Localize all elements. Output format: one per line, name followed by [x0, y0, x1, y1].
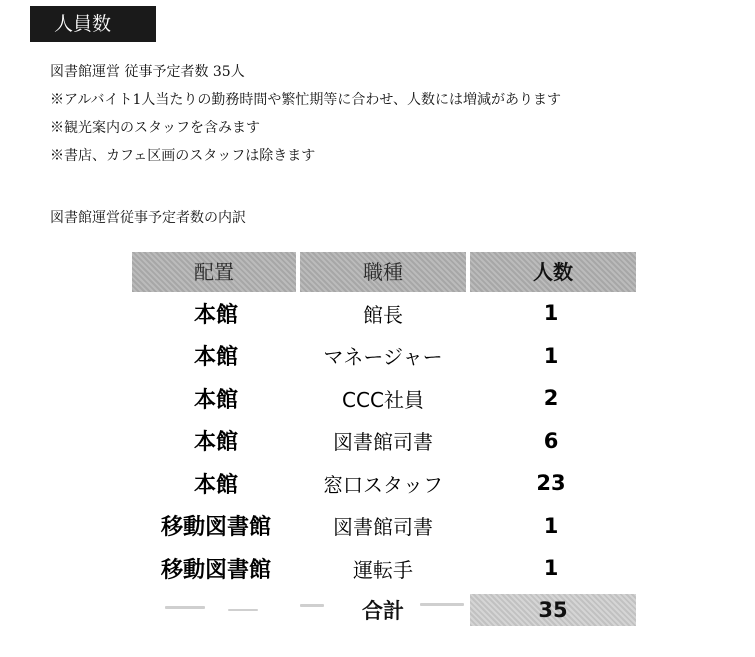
cell-count: 1	[543, 513, 559, 538]
column-header-count: 人数	[470, 252, 636, 292]
cell-count: 1	[543, 343, 559, 368]
staff-table	[132, 252, 636, 630]
notes-block	[50, 58, 561, 170]
cell-count: 2	[543, 386, 559, 411]
table-row	[132, 292, 636, 335]
cell-role: 図書館司書	[333, 430, 433, 455]
table-header-row	[132, 252, 636, 292]
note-line: ※アルバイト1人当たりの勤務時間や繁忙期等に合わせ、人数には増減があります	[50, 92, 561, 108]
table-row	[132, 462, 636, 505]
cell-role: 館長	[363, 302, 403, 327]
cell-location: 本館	[193, 302, 238, 328]
table-row	[132, 420, 636, 463]
total-label: 合計	[362, 598, 404, 623]
cell-count: 23	[536, 471, 566, 496]
cell-location: 本館	[193, 430, 238, 456]
cell-count: 6	[543, 428, 559, 453]
cell-count: 1	[543, 301, 559, 326]
table-total-row	[132, 590, 636, 630]
column-header-role: 職種	[300, 252, 466, 292]
cell-location: 移動図書館	[160, 515, 271, 541]
note-line: ※観光案内のスタッフを含みます	[50, 120, 260, 136]
scan-noise	[228, 609, 258, 611]
note-line: ※書店、カフェ区画のスタッフは除きます	[50, 148, 316, 164]
scan-noise	[300, 604, 324, 607]
table-row	[132, 377, 636, 420]
note-line: 図書館運営 従事予定者数 35人	[50, 64, 245, 80]
table-caption: 図書館運営従事予定者数の内訳	[50, 210, 246, 226]
table-row	[132, 547, 636, 590]
scan-noise	[165, 606, 205, 609]
cell-role: CCC社員	[342, 387, 424, 412]
cell-role: 運転手	[353, 557, 413, 582]
column-header-location: 配置	[132, 252, 296, 292]
cell-count: 1	[543, 556, 559, 581]
table-row	[132, 505, 636, 548]
cell-role: マネージャー	[323, 345, 443, 370]
cell-location: 移動図書館	[160, 557, 271, 583]
cell-location: 本館	[193, 345, 238, 371]
table-row	[132, 335, 636, 378]
cell-location: 本館	[193, 472, 238, 498]
scan-noise	[420, 603, 464, 606]
cell-role: 窓口スタッフ	[323, 472, 443, 497]
section-header	[30, 6, 156, 42]
cell-location: 本館	[193, 387, 238, 413]
cell-role: 図書館司書	[333, 515, 433, 540]
section-title: 人員数	[54, 13, 112, 35]
total-count: 35	[470, 594, 636, 626]
